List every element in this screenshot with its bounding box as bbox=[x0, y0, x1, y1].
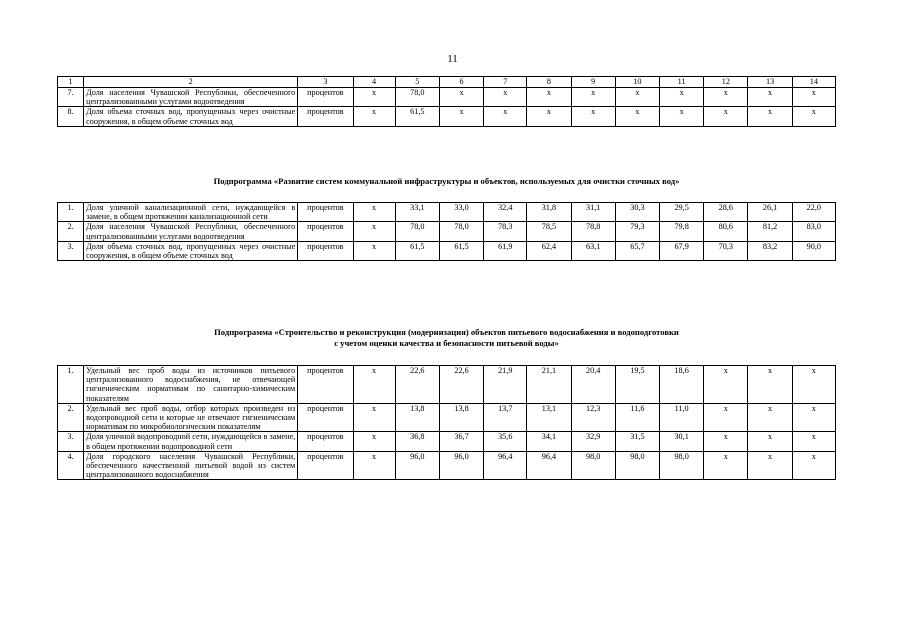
value-cell: 96,4 bbox=[527, 451, 571, 480]
value-cell: 29,5 bbox=[660, 203, 704, 222]
value-cell: 83,2 bbox=[748, 241, 792, 260]
value-cell: 33,0 bbox=[439, 203, 483, 222]
value-cell: x bbox=[748, 432, 792, 451]
indicator-name: Доля объема сточных вод, пропущенных через очистные сооружения, в общем объеме сточных вод bbox=[84, 107, 298, 126]
table-row bbox=[58, 241, 836, 260]
value-cell: 13,1 bbox=[527, 403, 571, 432]
value-cell: 61,5 bbox=[395, 107, 439, 126]
row-number: 4. bbox=[58, 451, 84, 480]
column-number: 6 bbox=[439, 77, 483, 88]
value-cell: x bbox=[792, 432, 835, 451]
row-number: 3. bbox=[58, 432, 84, 451]
value-cell: 31,5 bbox=[615, 432, 659, 451]
value-cell: 62,4 bbox=[527, 241, 571, 260]
value-cell: x bbox=[353, 432, 395, 451]
column-number: 2 bbox=[84, 77, 298, 88]
row-number: 1. bbox=[58, 203, 84, 222]
table-row bbox=[58, 432, 836, 451]
unit-cell: процентов bbox=[298, 222, 353, 241]
value-cell: x bbox=[704, 451, 748, 480]
indicator-name: Доля населения Чувашской Республики, обеспеченного централизованными услугами водоотведения bbox=[84, 222, 298, 241]
value-cell: x bbox=[615, 107, 659, 126]
unit-cell: процентов bbox=[298, 88, 353, 107]
value-cell: 78,0 bbox=[395, 222, 439, 241]
value-cell: 33,1 bbox=[395, 203, 439, 222]
indicator-name: Доля уличной водопроводной сети, нуждающейся в замене, в общем протяжении водопроводной сети bbox=[84, 432, 298, 451]
value-cell: 98,0 bbox=[660, 451, 704, 480]
value-cell: x bbox=[704, 432, 748, 451]
value-cell: 65,7 bbox=[615, 241, 659, 260]
value-cell: 22,6 bbox=[439, 366, 483, 404]
row-number: 8. bbox=[58, 107, 84, 126]
value-cell: 81,2 bbox=[748, 222, 792, 241]
value-cell: 35,6 bbox=[484, 432, 527, 451]
value-cell: 61,5 bbox=[395, 241, 439, 260]
value-cell: 31,1 bbox=[571, 203, 615, 222]
value-cell: 98,0 bbox=[615, 451, 659, 480]
value-cell: 13,8 bbox=[439, 403, 483, 432]
value-cell: 78,5 bbox=[527, 222, 571, 241]
indicator-name: Доля городского населения Чувашской Республики, обеспеченного качественной питьевой водой из систем централизованного водоснабжения bbox=[84, 451, 298, 480]
value-cell: 11,0 bbox=[660, 403, 704, 432]
value-cell: 32,4 bbox=[484, 203, 527, 222]
column-number: 3 bbox=[298, 77, 353, 88]
column-number: 11 bbox=[660, 77, 704, 88]
indicator-name: Доля уличной канализационной сети, нуждающейся в замене, в общем протяжении канализационной сети bbox=[84, 203, 298, 222]
value-cell: 18,6 bbox=[660, 366, 704, 404]
value-cell: x bbox=[704, 88, 748, 107]
value-cell: x bbox=[527, 88, 571, 107]
value-cell: 30,1 bbox=[660, 432, 704, 451]
indicator-name: Доля населения Чувашской Республики, обеспеченного централизованными услугами водоотведения bbox=[84, 88, 298, 107]
value-cell: 36,7 bbox=[439, 432, 483, 451]
value-cell: 32,9 bbox=[571, 432, 615, 451]
value-cell: x bbox=[792, 107, 835, 126]
value-cell: x bbox=[704, 107, 748, 126]
value-cell: x bbox=[484, 107, 527, 126]
table-row bbox=[58, 107, 836, 126]
value-cell: x bbox=[353, 107, 395, 126]
value-cell: x bbox=[571, 88, 615, 107]
value-cell: x bbox=[439, 107, 483, 126]
value-cell: 21,9 bbox=[484, 366, 527, 404]
value-cell: x bbox=[353, 403, 395, 432]
value-cell: 31,8 bbox=[527, 203, 571, 222]
row-number: 7. bbox=[58, 88, 84, 107]
value-cell: x bbox=[792, 403, 835, 432]
value-cell: x bbox=[748, 366, 792, 404]
value-cell: x bbox=[660, 107, 704, 126]
value-cell: x bbox=[353, 222, 395, 241]
value-cell: x bbox=[439, 88, 483, 107]
value-cell: x bbox=[353, 88, 395, 107]
column-number: 5 bbox=[395, 77, 439, 88]
value-cell: 19,5 bbox=[615, 366, 659, 404]
value-cell: 78,0 bbox=[439, 222, 483, 241]
column-number: 7 bbox=[484, 77, 527, 88]
value-cell: 79,8 bbox=[660, 222, 704, 241]
value-cell: 20,4 bbox=[571, 366, 615, 404]
page-number: 11 bbox=[447, 53, 458, 65]
row-number: 2. bbox=[58, 222, 84, 241]
table-row bbox=[58, 203, 836, 222]
value-cell: 83,0 bbox=[792, 222, 835, 241]
unit-cell: процентов bbox=[298, 241, 353, 260]
table-row bbox=[58, 451, 836, 480]
value-cell: 96,4 bbox=[484, 451, 527, 480]
value-cell: x bbox=[704, 403, 748, 432]
unit-cell: процентов bbox=[298, 203, 353, 222]
column-number: 13 bbox=[748, 77, 792, 88]
value-cell: x bbox=[748, 451, 792, 480]
value-cell: 61,5 bbox=[439, 241, 483, 260]
table-row bbox=[58, 403, 836, 432]
value-cell: 70,3 bbox=[704, 241, 748, 260]
column-number: 12 bbox=[704, 77, 748, 88]
table-row bbox=[58, 366, 836, 404]
value-cell: 12,3 bbox=[571, 403, 615, 432]
unit-cell: процентов bbox=[298, 366, 353, 404]
value-cell: 21,1 bbox=[527, 366, 571, 404]
value-cell: 13,7 bbox=[484, 403, 527, 432]
value-cell: 36,8 bbox=[395, 432, 439, 451]
value-cell: 61,9 bbox=[484, 241, 527, 260]
value-cell: x bbox=[353, 366, 395, 404]
value-cell: 13,8 bbox=[395, 403, 439, 432]
value-cell: 96,0 bbox=[395, 451, 439, 480]
value-cell: 26,1 bbox=[748, 203, 792, 222]
column-number: 14 bbox=[792, 77, 835, 88]
value-cell: 22,6 bbox=[395, 366, 439, 404]
value-cell: x bbox=[748, 88, 792, 107]
value-cell: 67,9 bbox=[660, 241, 704, 260]
value-cell: x bbox=[353, 203, 395, 222]
indicators-table-sewerage bbox=[57, 202, 836, 261]
value-cell: 28,6 bbox=[704, 203, 748, 222]
value-cell: x bbox=[615, 88, 659, 107]
row-number: 3. bbox=[58, 241, 84, 260]
subprogram-title-line-2: с учетом оценки качества и безопасности питьевой воды» bbox=[334, 338, 559, 348]
subprogram-title-line-1: Подпрограмма «Строительство и реконструкция (модернизация) объектов питьевого водоснабжения и водоподготовки bbox=[214, 327, 679, 337]
value-cell: 79,3 bbox=[615, 222, 659, 241]
indicator-name: Доля объема сточных вод, пропущенных через очистные сооружения, в общем объеме сточных вод bbox=[84, 241, 298, 260]
unit-cell: процентов bbox=[298, 432, 353, 451]
row-number: 2. bbox=[58, 403, 84, 432]
value-cell: x bbox=[660, 88, 704, 107]
column-number: 10 bbox=[615, 77, 659, 88]
table-row bbox=[58, 222, 836, 241]
indicators-table-top bbox=[57, 76, 836, 127]
value-cell: 34,1 bbox=[527, 432, 571, 451]
value-cell: 78,3 bbox=[484, 222, 527, 241]
value-cell: 80,6 bbox=[704, 222, 748, 241]
subprogram-title-water-supply bbox=[57, 327, 836, 349]
table-row bbox=[58, 88, 836, 107]
value-cell: x bbox=[748, 403, 792, 432]
column-number: 8 bbox=[527, 77, 571, 88]
unit-cell: процентов bbox=[298, 107, 353, 126]
value-cell: x bbox=[792, 366, 835, 404]
value-cell: 90,0 bbox=[792, 241, 835, 260]
column-number: 4 bbox=[353, 77, 395, 88]
indicator-name: Удельный вес проб воды, отбор которых произведен из водопроводной сети и которые не отвечают гигиеническим нормативам по микробиологическим показателям bbox=[84, 403, 298, 432]
value-cell: x bbox=[353, 451, 395, 480]
subprogram-title-sewerage: Подпрограмма «Развитие систем коммунальной инфраструктуры и объектов, используемых для очистки сточных вод» bbox=[213, 176, 680, 186]
value-cell: 78,0 bbox=[395, 88, 439, 107]
unit-cell: процентов bbox=[298, 451, 353, 480]
value-cell: 22,0 bbox=[792, 203, 835, 222]
value-cell: x bbox=[571, 107, 615, 126]
value-cell: 78,8 bbox=[571, 222, 615, 241]
value-cell: x bbox=[484, 88, 527, 107]
column-number-row bbox=[58, 77, 836, 88]
value-cell: x bbox=[748, 107, 792, 126]
value-cell: x bbox=[353, 241, 395, 260]
column-number: 1 bbox=[58, 77, 84, 88]
value-cell: 96,0 bbox=[439, 451, 483, 480]
indicators-table-water-supply bbox=[57, 365, 836, 480]
column-number: 9 bbox=[571, 77, 615, 88]
value-cell: 98,0 bbox=[571, 451, 615, 480]
value-cell: 63,1 bbox=[571, 241, 615, 260]
value-cell: x bbox=[792, 451, 835, 480]
value-cell: x bbox=[527, 107, 571, 126]
value-cell: x bbox=[704, 366, 748, 404]
value-cell: 11,6 bbox=[615, 403, 659, 432]
value-cell: x bbox=[792, 88, 835, 107]
value-cell: 30,3 bbox=[615, 203, 659, 222]
indicator-name: Удельный вес проб воды из источников питьевого централизованного водоснабжения, не отвечающей гигиеническим нормативам по санитарно-химическим показателям bbox=[84, 366, 298, 404]
unit-cell: процентов bbox=[298, 403, 353, 432]
row-number: 1. bbox=[58, 366, 84, 404]
